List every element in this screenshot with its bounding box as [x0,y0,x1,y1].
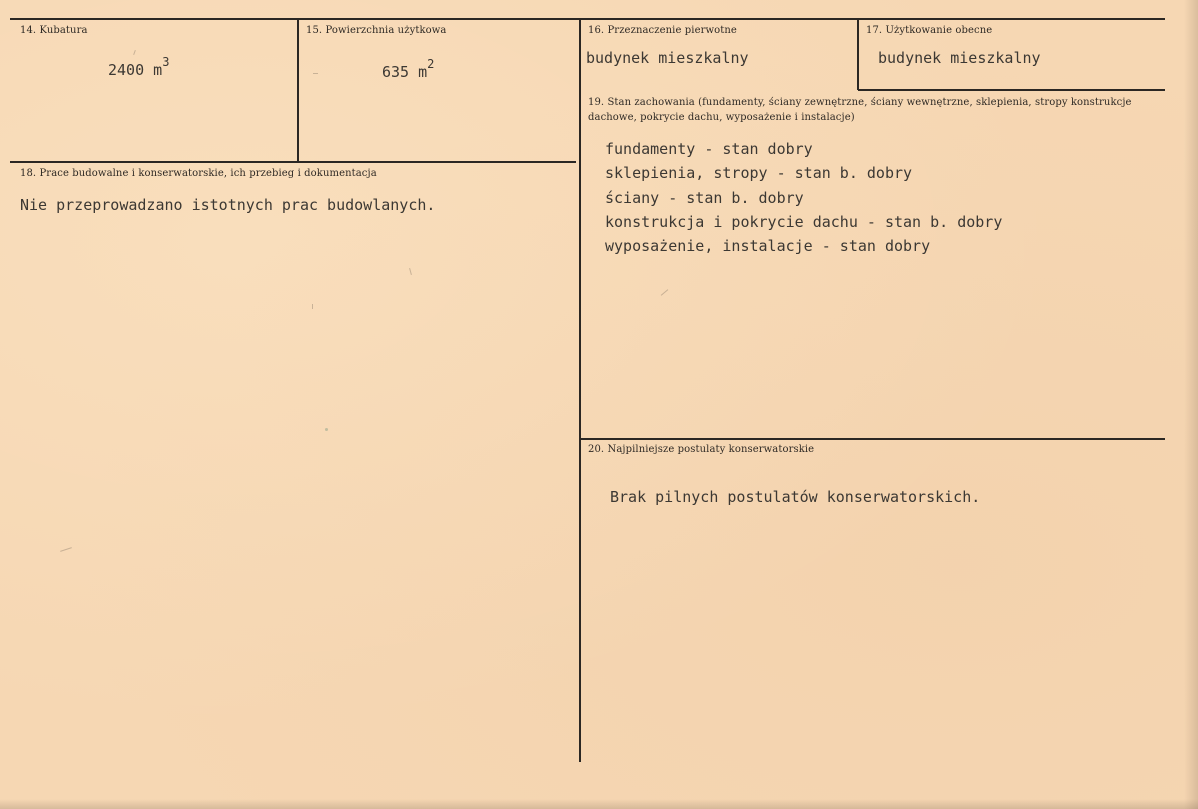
field-15-number: 635 m [382,63,428,81]
condition-line: ściany - stan b. dobry [605,188,804,207]
rule-under-field-19 [580,438,1165,440]
field-14-label: 14. Kubatura [20,25,88,36]
paper-speck [409,268,412,275]
paper-speck [325,428,328,431]
condition-line: sklepienia, stropy - stan b. dobry [605,164,913,183]
condition-line: konstrukcja i pokrycie dachu - stan b. dobry [605,212,1003,231]
paper-speck [313,73,318,74]
field-17-value: budynek mieszkalny [878,49,1041,67]
center-divider [579,19,581,762]
paper-speck [312,304,313,309]
card-right-edge [1184,0,1198,809]
field-19-label: 19. Stan zachowania (fundamenty, ściany zewnętrzne, ściany wewnętrzne, sklepienia, stropy konstrukcje dachowe, pokrycie dachu, wyposażenie i instalacje) [588,97,1132,123]
field-16-label: 16. Przeznaczenie pierwotne [588,25,737,36]
rule-under-fields-14-15 [10,161,576,163]
paper-speck [60,547,72,552]
paper-speck [661,289,669,296]
field-16-value: budynek mieszkalny [586,49,749,67]
field-20-value: Brak pilnych postulatów konserwatorskich. [610,488,981,506]
card-bottom-edge [0,799,1198,809]
field-20-label: 20. Najpilniejsze postulaty konserwatorskie [588,444,815,455]
field-15-exponent: 2 [427,57,435,71]
paper-speck [133,50,136,55]
field-18-label: 18. Prace budowalne i konserwatorskie, ich przebieg i dokumentacja [20,168,377,179]
field-18-value: Nie przeprowadzano istotnych prac budowlanych. [20,196,436,214]
divider-14-15 [297,19,299,161]
field-15-label: 15. Powierzchnia użytkowa [306,25,447,36]
condition-line: wyposażenie, instalacje - stan dobry [605,237,931,256]
field-15-value [382,57,435,81]
field-14-value [108,55,170,79]
field-14-exponent: 3 [162,55,170,69]
field-19-lines [605,137,1002,258]
field-17-label: 17. Użytkowanie obecne [866,25,993,36]
top-rule [10,18,1165,20]
condition-line: fundamenty - stan dobry [605,140,813,158]
rule-under-fields-16-17 [858,89,1165,91]
field-14-number: 2400 m [108,61,163,79]
divider-16-17 [857,19,859,90]
